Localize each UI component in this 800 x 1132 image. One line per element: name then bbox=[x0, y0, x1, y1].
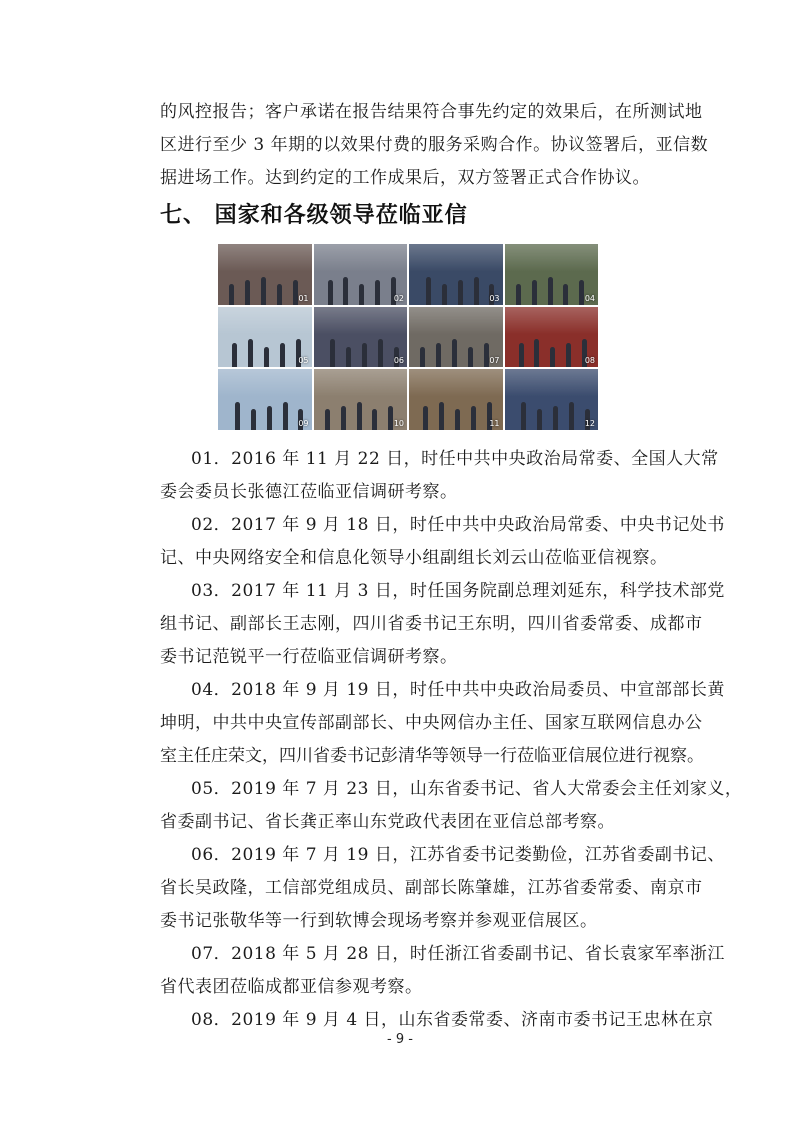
person-silhouette bbox=[452, 339, 457, 367]
person-silhouette bbox=[569, 402, 574, 430]
person-silhouette bbox=[343, 277, 348, 305]
person-silhouette bbox=[439, 402, 444, 430]
person-silhouette bbox=[362, 343, 367, 367]
person-silhouette bbox=[325, 409, 330, 430]
person-silhouette bbox=[423, 406, 428, 430]
section-title: 七、 国家和各级领导莅临亚信 bbox=[160, 203, 468, 228]
person-silhouette bbox=[261, 277, 266, 305]
caption-07-line-2: 省代表团莅临成都亚信参观考察。 bbox=[160, 977, 423, 997]
photo-label: 07 bbox=[489, 356, 500, 366]
person-silhouette bbox=[532, 280, 537, 304]
photo-tile bbox=[409, 369, 503, 430]
photo-label: 03 bbox=[489, 293, 500, 303]
caption-02-line-1: 02．2017 年 9 月 18 日，时任中共中央政治局常委、中央书记处书 bbox=[191, 515, 725, 535]
photo-label: 08 bbox=[584, 356, 595, 366]
person-silhouette bbox=[264, 347, 269, 368]
person-silhouette bbox=[563, 284, 568, 305]
photo-tile bbox=[409, 244, 503, 305]
photo-label: 01 bbox=[298, 293, 309, 303]
caption-02-line-2: 记、中央网络安全和信息化领导小组副组长刘云山莅临亚信视察。 bbox=[160, 548, 668, 568]
person-silhouette bbox=[579, 280, 584, 304]
person-silhouette bbox=[251, 409, 256, 430]
caption-06-line-1: 06．2019 年 7 月 19 日，江苏省委书记娄勤俭，江苏省委副书记、 bbox=[191, 845, 725, 865]
photo-tile bbox=[409, 307, 503, 368]
person-silhouette bbox=[550, 347, 555, 368]
photo-tile bbox=[314, 244, 408, 305]
person-silhouette bbox=[521, 402, 526, 430]
person-silhouette bbox=[474, 277, 479, 305]
person-silhouette bbox=[229, 284, 234, 305]
person-silhouette bbox=[420, 347, 425, 368]
photo-label: 06 bbox=[393, 356, 404, 366]
person-silhouette bbox=[359, 284, 364, 305]
person-silhouette bbox=[537, 409, 542, 430]
person-silhouette bbox=[375, 280, 380, 304]
person-silhouette bbox=[534, 339, 539, 367]
photo-label: 12 bbox=[584, 419, 595, 428]
person-silhouette bbox=[357, 402, 362, 430]
person-silhouette bbox=[372, 409, 377, 430]
caption-06-line-3: 委书记张敬华等一行到软博会现场考察并参观亚信展区。 bbox=[160, 911, 598, 931]
person-silhouette bbox=[553, 406, 558, 430]
person-silhouette bbox=[248, 339, 253, 367]
photo-label: 02 bbox=[393, 293, 404, 303]
person-silhouette bbox=[458, 280, 463, 304]
caption-05-line-1: 05．2019 年 7 月 23 日，山东省委书记、省人大常委会主任刘家义， bbox=[191, 779, 743, 799]
photo-label: 10 bbox=[393, 419, 404, 428]
intro-line-2: 区进行至少 3 年期的以效果付费的服务采购合作。协议签署后，亚信数 bbox=[160, 135, 709, 155]
caption-04-line-2: 坤明，中共中央宣传部副部长、中央网信办主任、国家互联网信息办公 bbox=[160, 713, 703, 733]
person-silhouette bbox=[436, 343, 441, 367]
photo-tile bbox=[505, 369, 599, 430]
photo-label: 09 bbox=[298, 419, 309, 428]
person-silhouette bbox=[548, 277, 553, 305]
photo-tile bbox=[314, 307, 408, 368]
person-silhouette bbox=[235, 402, 240, 430]
caption-04-line-3: 室主任庄荣文，四川省委书记彭清华等领导一行莅临亚信展位进行视察。 bbox=[160, 746, 704, 766]
caption-03-line-1: 03．2017 年 11 月 3 日，时任国务院副总理刘延东，科学技术部党 bbox=[191, 581, 725, 601]
person-silhouette bbox=[280, 343, 285, 367]
person-silhouette bbox=[519, 343, 524, 367]
photo-tile bbox=[505, 244, 599, 305]
person-silhouette bbox=[471, 406, 476, 430]
person-silhouette bbox=[277, 284, 282, 305]
person-silhouette bbox=[566, 343, 571, 367]
caption-01-line-2: 委会委员长张德江莅临亚信调研考察。 bbox=[160, 482, 458, 502]
person-silhouette bbox=[245, 280, 250, 304]
caption-03-line-2: 组书记、副部长王志刚，四川省委书记王东明，四川省委常委、成都市 bbox=[160, 614, 703, 634]
caption-03-line-3: 委书记范锐平一行莅临亚信调研考察。 bbox=[160, 647, 458, 667]
person-silhouette bbox=[426, 277, 431, 305]
photo-tile bbox=[505, 307, 599, 368]
photo-collage bbox=[218, 244, 598, 430]
intro-line-1: 的风控报告；客户承诺在报告结果符合事先约定的效果后，在所测试地 bbox=[160, 102, 703, 122]
intro-line-3: 据进场工作。达到约定的工作成果后，双方签署正式合作协议。 bbox=[160, 168, 650, 188]
person-silhouette bbox=[232, 343, 237, 367]
caption-06-line-2: 省长吴政隆，工信部党组成员、副部长陈肇雄，江苏省委常委、南京市 bbox=[160, 878, 703, 898]
photo-label: 05 bbox=[298, 356, 309, 366]
caption-01-line-1: 01．2016 年 11 月 22 日，时任中共中央政治局常委、全国人大常 bbox=[191, 449, 719, 469]
photo-tile bbox=[218, 369, 312, 430]
person-silhouette bbox=[283, 402, 288, 430]
person-silhouette bbox=[346, 347, 351, 368]
person-silhouette bbox=[455, 409, 460, 430]
person-silhouette bbox=[341, 406, 346, 430]
photo-tile bbox=[218, 244, 312, 305]
photo-label: 11 bbox=[489, 419, 500, 428]
page-number: - 9 - bbox=[387, 1032, 413, 1047]
person-silhouette bbox=[468, 347, 473, 368]
photo-tile bbox=[314, 369, 408, 430]
caption-04-line-1: 04．2018 年 9 月 19 日，时任中共中央政治局委员、中宣部部长黄 bbox=[191, 680, 725, 700]
caption-05-line-2: 省委副书记、省长龚正率山东党政代表团在亚信总部考察。 bbox=[160, 812, 615, 832]
person-silhouette bbox=[378, 339, 383, 367]
person-silhouette bbox=[388, 406, 393, 430]
photo-label: 04 bbox=[584, 293, 595, 303]
person-silhouette bbox=[516, 284, 521, 305]
photo-tile bbox=[218, 307, 312, 368]
person-silhouette bbox=[328, 280, 333, 304]
caption-07-line-1: 07．2018 年 5 月 28 日，时任浙江省委副书记、省长袁家军率浙江 bbox=[191, 944, 725, 964]
person-silhouette bbox=[442, 284, 447, 305]
person-silhouette bbox=[330, 339, 335, 367]
person-silhouette bbox=[267, 406, 272, 430]
caption-08-line-1: 08．2019 年 9 月 4 日，山东省委常委、济南市委书记王忠林在京 bbox=[191, 1010, 714, 1030]
